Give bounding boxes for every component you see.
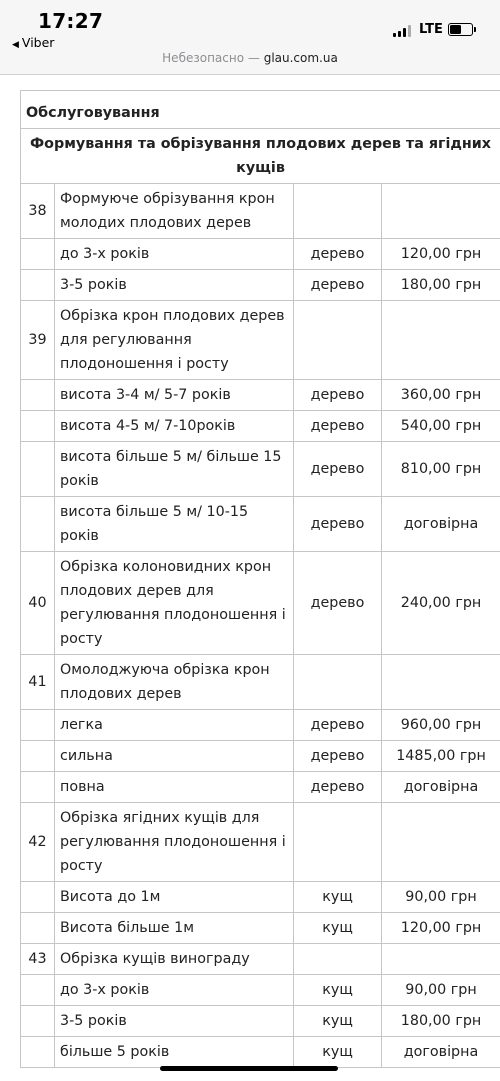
- price-table: [20, 90, 500, 1068]
- price-value: [382, 944, 500, 975]
- table-row: [21, 442, 500, 497]
- service-description: Висота більше 1м: [55, 913, 294, 944]
- unit-of-measure: [294, 184, 382, 239]
- security-warning: Небезопасно: [162, 51, 245, 65]
- service-description: 3-5 років: [55, 270, 294, 301]
- price-value: 1485,00 грн: [382, 741, 500, 772]
- status-bar: [0, 0, 500, 50]
- service-description: Обрізка крон плодових дерев для регулювання плодоношення і росту: [55, 301, 294, 380]
- unit-of-measure: кущ: [294, 1037, 382, 1068]
- table-row: [21, 497, 500, 552]
- price-value: 90,00 грн: [382, 975, 500, 1006]
- price-value: 240,00 грн: [382, 552, 500, 655]
- network-type: LTE: [419, 22, 443, 37]
- table-row: [21, 411, 500, 442]
- price-value: 120,00 грн: [382, 913, 500, 944]
- service-description: висота 4-5 м/ 7-10років: [55, 411, 294, 442]
- price-value: [382, 655, 500, 710]
- price-value: 540,00 грн: [382, 411, 500, 442]
- section-header-row: [21, 91, 500, 129]
- section-title: Обслуговування: [21, 91, 500, 129]
- table-row: [21, 803, 500, 882]
- price-value: 180,00 грн: [382, 1006, 500, 1037]
- table-row: [21, 655, 500, 710]
- service-description: повна: [55, 772, 294, 803]
- unit-of-measure: кущ: [294, 1006, 382, 1037]
- row-number: [21, 442, 55, 497]
- row-number: 41: [21, 655, 55, 710]
- unit-of-measure: дерево: [294, 772, 382, 803]
- table-row: [21, 710, 500, 741]
- price-value: [382, 301, 500, 380]
- table-row: [21, 301, 500, 380]
- row-number: 39: [21, 301, 55, 380]
- price-value: 960,00 грн: [382, 710, 500, 741]
- price-value: 90,00 грн: [382, 882, 500, 913]
- table-row: [21, 184, 500, 239]
- row-number: [21, 710, 55, 741]
- row-number: [21, 741, 55, 772]
- service-description: висота більше 5 м/ 10-15 років: [55, 497, 294, 552]
- row-number: [21, 913, 55, 944]
- price-value: договірна: [382, 1037, 500, 1068]
- row-number: [21, 497, 55, 552]
- unit-of-measure: дерево: [294, 497, 382, 552]
- unit-of-measure: кущ: [294, 913, 382, 944]
- price-value: [382, 803, 500, 882]
- price-value: договірна: [382, 497, 500, 552]
- unit-of-measure: дерево: [294, 442, 382, 497]
- service-description: Обрізка ягідних кущів для регулювання плодоношення і росту: [55, 803, 294, 882]
- table-row: [21, 1006, 500, 1037]
- table-row: [21, 975, 500, 1006]
- unit-of-measure: дерево: [294, 411, 382, 442]
- unit-of-measure: [294, 655, 382, 710]
- table-row: [21, 270, 500, 301]
- row-number: 43: [21, 944, 55, 975]
- table-row: [21, 741, 500, 772]
- service-description: до 3-х років: [55, 975, 294, 1006]
- unit-of-measure: [294, 301, 382, 380]
- table-row: [21, 772, 500, 803]
- table-row: [21, 380, 500, 411]
- service-description: легка: [55, 710, 294, 741]
- back-arrow-icon: ◀: [12, 40, 19, 50]
- row-number: [21, 772, 55, 803]
- unit-of-measure: дерево: [294, 552, 382, 655]
- unit-of-measure: дерево: [294, 239, 382, 270]
- row-number: 40: [21, 552, 55, 655]
- unit-of-measure: дерево: [294, 741, 382, 772]
- row-number: [21, 975, 55, 1006]
- table-row: [21, 1037, 500, 1068]
- service-description: до 3-х років: [55, 239, 294, 270]
- service-description: висота більше 5 м/ більше 15 років: [55, 442, 294, 497]
- table-row: [21, 552, 500, 655]
- signal-strength-icon: [393, 25, 415, 37]
- row-number: [21, 411, 55, 442]
- table-row: [21, 944, 500, 975]
- price-value: 810,00 грн: [382, 442, 500, 497]
- price-value: 360,00 грн: [382, 380, 500, 411]
- table-row: [21, 882, 500, 913]
- unit-of-measure: [294, 944, 382, 975]
- home-indicator: [160, 1066, 338, 1071]
- row-number: [21, 882, 55, 913]
- row-number: [21, 1006, 55, 1037]
- price-value: 120,00 грн: [382, 239, 500, 270]
- row-number: [21, 270, 55, 301]
- status-time: 17:27: [38, 9, 104, 33]
- unit-of-measure: [294, 803, 382, 882]
- back-app-label: Viber: [21, 35, 55, 50]
- row-number: 42: [21, 803, 55, 882]
- service-description: більше 5 років: [55, 1037, 294, 1068]
- address-bar[interactable]: [0, 50, 500, 75]
- service-description: Обрізка колоновидних крон плодових дерев для регулювання плодоношення і росту: [55, 552, 294, 655]
- service-description: висота 3-4 м/ 5-7 років: [55, 380, 294, 411]
- back-to-app-link[interactable]: [12, 35, 54, 50]
- service-description: Обрізка кущів винограду: [55, 944, 294, 975]
- table-row: [21, 913, 500, 944]
- domain-label: glau.com.ua: [263, 51, 338, 65]
- service-description: сильна: [55, 741, 294, 772]
- subsection-title: Формування та обрізування плодових дерев та ягідних кущів: [21, 129, 500, 184]
- address-separator: —: [244, 51, 264, 65]
- service-description: Висота до 1м: [55, 882, 294, 913]
- page-content[interactable]: [0, 75, 500, 1081]
- subsection-header-row: [21, 129, 500, 184]
- row-number: [21, 380, 55, 411]
- price-value: договірна: [382, 772, 500, 803]
- service-description: 3-5 років: [55, 1006, 294, 1037]
- unit-of-measure: кущ: [294, 882, 382, 913]
- row-number: 38: [21, 184, 55, 239]
- unit-of-measure: дерево: [294, 710, 382, 741]
- battery-icon: [448, 23, 473, 36]
- row-number: [21, 239, 55, 270]
- unit-of-measure: дерево: [294, 270, 382, 301]
- unit-of-measure: дерево: [294, 380, 382, 411]
- row-number: [21, 1037, 55, 1068]
- price-value: [382, 184, 500, 239]
- service-description: Формуюче обрізування крон молодих плодових дерев: [55, 184, 294, 239]
- service-description: Омолоджуюча обрізка крон плодових дерев: [55, 655, 294, 710]
- unit-of-measure: кущ: [294, 975, 382, 1006]
- price-value: 180,00 грн: [382, 270, 500, 301]
- table-row: [21, 239, 500, 270]
